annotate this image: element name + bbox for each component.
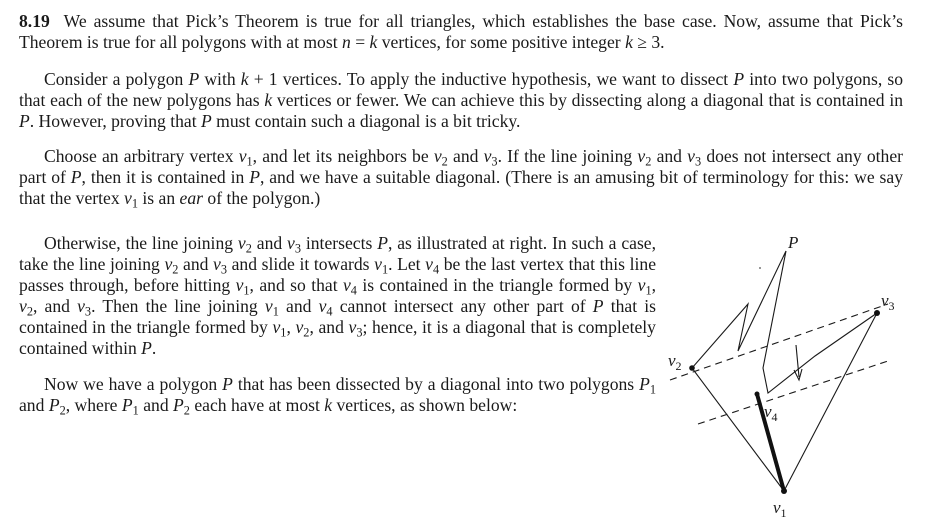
label-v3: $v_3$ xyxy=(881,291,895,313)
stray-dot xyxy=(759,267,761,269)
vertex-v2 xyxy=(689,365,695,371)
paragraph-2: Consider a polygon P with k + 1 vertices. To apply the inductive hypothesis, we want to dissect P into two polygons, so that each of the new polygons has k vertices or fewer. We can achieve this by dissecting along a diagonal that is contained in P. However, proving that P must contain such a diagonal is a bit tricky. xyxy=(19,69,904,131)
paragraph-3: Choose an arbitrary vertex $v_1$, and let its neighbors be $v_2$ and $v_3$. If the line joining $v_2$ and $v_3$ does not intersect any other part of P, then it is contained in P, and we have a suitable diagonal. (There is an amusing bit of terminology for this: we say that the vertex $v_1$ is an ear of the polygon.) xyxy=(19,146,903,211)
vertex-v1 xyxy=(781,488,787,494)
label-P: P xyxy=(788,233,799,252)
slide-arrow-shaft xyxy=(796,345,799,377)
label-v2: $v_2$ xyxy=(668,351,682,373)
paragraph-5: Now we have a polygon P that has been dissected by a diagonal into two polygons $P_1$ and $P_2$, where $P_1$ and $P_2$ each have at most k vertices, as shown below: xyxy=(19,374,656,418)
label-v1: $v_1$ xyxy=(773,498,787,518)
polygon-figure xyxy=(660,228,925,518)
label-v4: $v_4$ xyxy=(764,402,778,424)
problem-number: 8.19 xyxy=(19,11,50,31)
vertex-v3 xyxy=(874,310,880,316)
paragraph-4: Otherwise, the line joining $v_2$ and $v_3$ intersects P, as illustrated at right. In such a case, take the line joining $v_2$ and $v_3$ and slide it towards $v_1$. Let $v_4$ be the last vertex that this line passes through, before hitting $v_1$, and so that $v_4$ is contained in the triangle formed by $v_1$, $v_2$, and $v_3$. Then the line joining $v_1$ and $v_4$ cannot intersect any other part of P that is contained in the triangle formed by $v_1$, $v_2$, and $v_3$; hence, it is a diagonal that is completely contained within P. xyxy=(19,233,657,358)
polygon-outline xyxy=(692,251,877,491)
vertex-v4 xyxy=(755,392,760,397)
dashed-line-v2-v3 xyxy=(670,304,888,380)
paragraph-1: 8.19 We assume that Pick’s Theorem is true for all triangles, which establishes the base case. Now, assume that Pick’s Theorem is true for all polygons with at most n = k vertices, for some positive integer k ≥ 3. xyxy=(19,11,903,52)
